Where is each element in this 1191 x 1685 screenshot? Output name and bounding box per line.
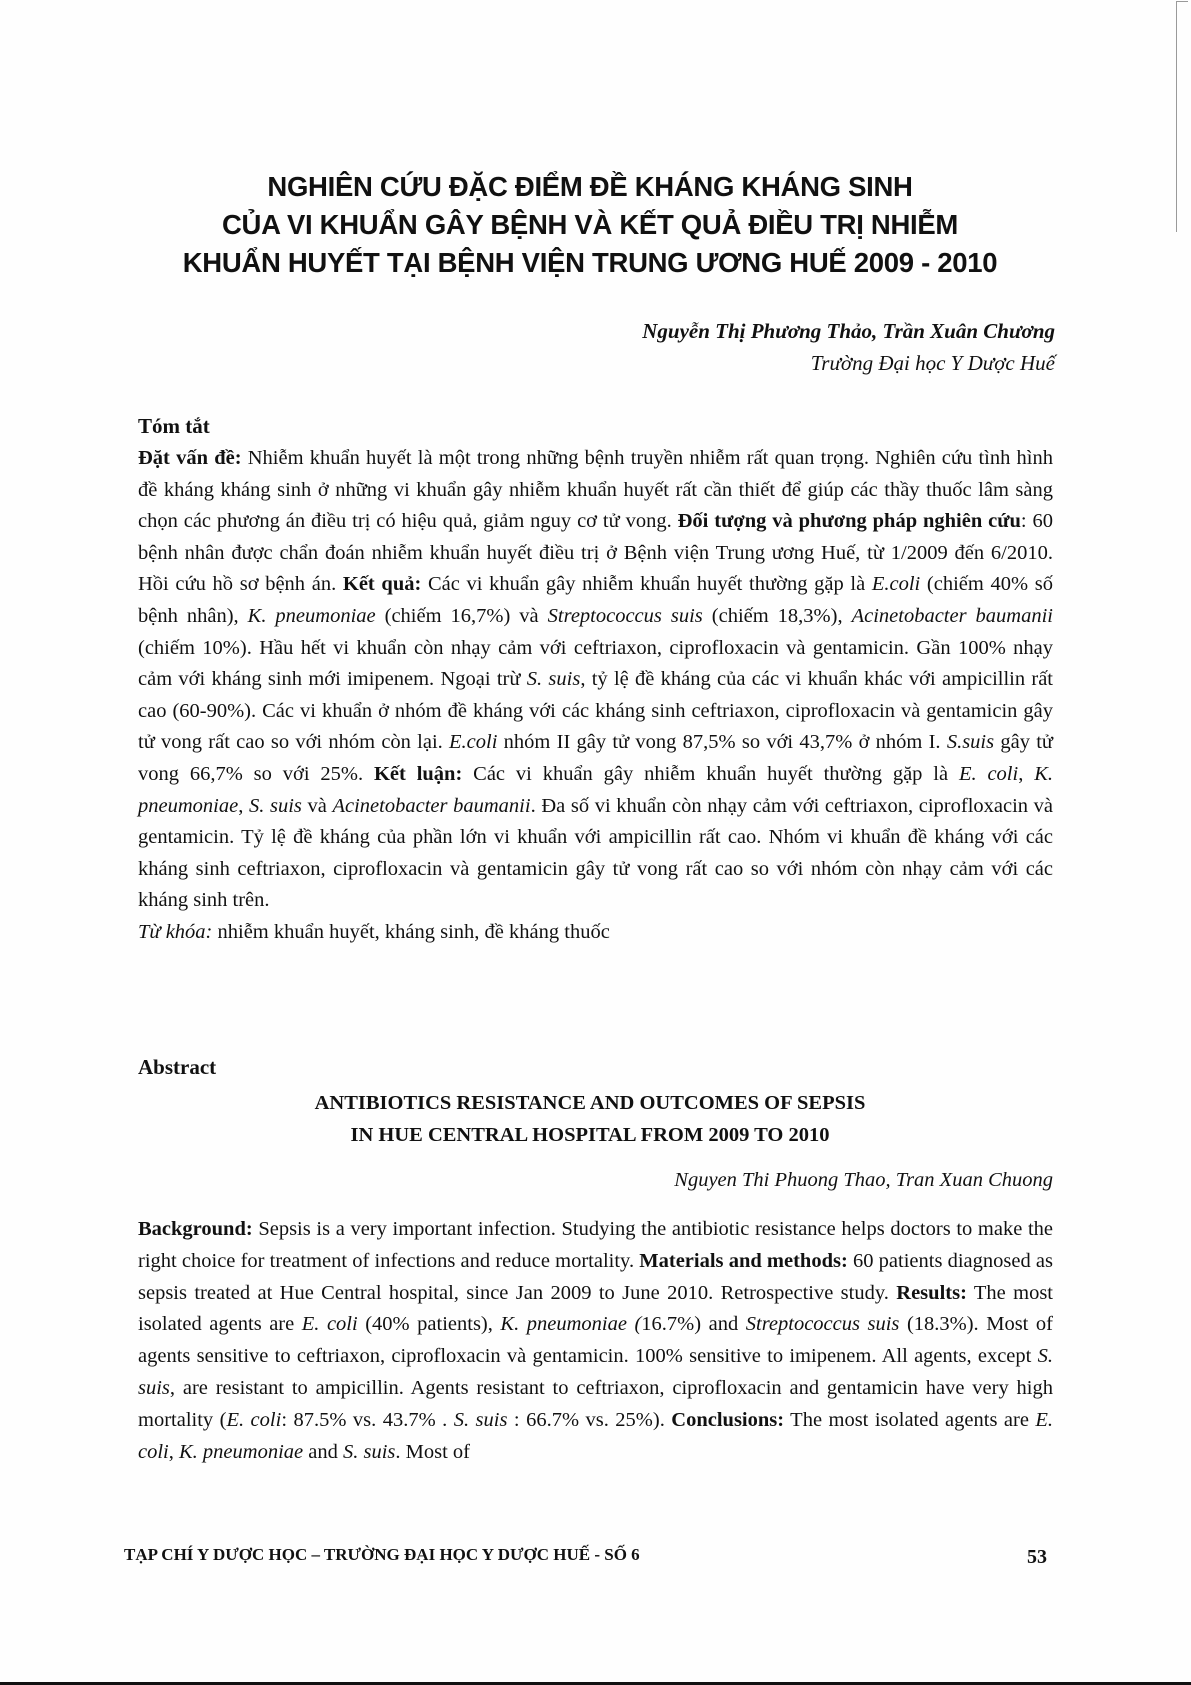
abstract-body-en [138, 1214, 1053, 1468]
abstract-paragraph: Background: Sepsis is a very important infection. Studying the antibiotic resistance helps doctors to make the right choice for treatment of infections and reduce mortality. Materials and methods: 60 patients diagnosed as sepsis treated at Hue Central hospital, since Jan 2009 to June 2010. Retrospective study. Results: The most isolated agents are E. coli (40% patients), K. pneumoniae (16.7%) and Streptococcus suis (18.3%). Most of agents sensitive to ceftriaxon, ciprofloxacin và gentamicin. 100% sensitive to imipenem. All agents, except S. suis, are resistant to ampicillin. Agents resistant to ceftriaxon, ciprofloxacin and gentamicin have very high mortality (E. coli: 87.5% vs. 43.7% . S. suis : 66.7% vs. 25%). Conclusions: The most isolated agents are E. coli, K. pneumoniae and S. suis. Most of [138, 1218, 1054, 1463]
abstract-heading: Abstract [138, 1055, 217, 1079]
title-en-line-1: ANTIBIOTICS RESISTANCE AND OUTCOMES OF SEPSIS [314, 1092, 866, 1114]
title-line-3: KHUẨN HUYẾT TẠI BỆNH VIỆN TRUNG ƯƠNG HUẾ 2009 - 2010 [182, 247, 998, 278]
label-results: Kết quả: [342, 573, 422, 596]
title-line-1: NGHIÊN CỨU ĐẶC ĐIỂM ĐỀ KHÁNG KHÁNG SINH [267, 171, 913, 202]
article-title-vn [120, 168, 1060, 282]
authors-vn: Nguyễn Thị Phương Thảo, Trần Xuân Chương [642, 319, 1055, 343]
scan-edge-mark [1176, 1, 1188, 2]
page-number: 53 [1027, 1546, 1047, 1568]
label-methods: Đối tượng và phương pháp nghiên cứu [677, 510, 1021, 533]
title-line-2: CỦA VI KHUẨN GÂY BỆNH VÀ KẾT QUẢ ĐIỀU TRỊ NHIỄM [221, 209, 959, 240]
affiliation-vn: Trường Đại học Y Dược Huế [810, 351, 1055, 375]
summary-body-vn [138, 443, 1053, 949]
label-background: Đặt vấn đề: [138, 447, 242, 469]
keywords-label: Từ khóa: [138, 920, 213, 943]
article-title-en [120, 1087, 1060, 1151]
summary-paragraph: Đặt vấn đề: Nhiễm khuẩn huyết là một trong những bệnh truyền nhiễm rất quan trọng. Nghiên cứu tình hình đề kháng kháng sinh ở những vi khuẩn gây nhiễm khuẩn huyết rất cần thiết để giúp các thầy thuốc lâm sàng chọn các phương án điều trị có hiệu quả, giảm nguy cơ tử vong. Đối tượng và phương pháp nghiên cứu: 60 bệnh nhân được chẩn đoán nhiễm khuẩn huyết điều trị ở Bệnh viện Trung ương Huế, từ 1/2009 đến 6/2010. Hồi cứu hồ sơ bệnh án. Kết quả: Các vi khuẩn gây nhiễm khuẩn huyết thường gặp là E.coli (chiếm 40% số bệnh nhân), K. pneumoniae (chiếm 16,7%) và Streptococcus suis (chiếm 18,3%), Acinetobacter baumanii (chiếm 10%). Hầu hết vi khuẩn còn nhạy cảm với ceftriaxon, ciprofloxacin và gentamicin. Gần 100% nhạy cảm với kháng sinh mới imipenem. Ngoại trừ S. suis, tỷ lệ đề kháng của các vi khuẩn khác với ampicillin rất cao (60-90%). Các vi khuẩn ở nhóm đề kháng với các kháng sinh ceftriaxon, ciprofloxacin và gentamicin gây tử vong rất cao so với nhóm còn lại. E.coli nhóm II gây tử vong 87,5% so với 43,7% ở nhóm I. S.suis gây tử vong 66,7% so với 25%. Kết luận: Các vi khuẩn gây nhiễm khuẩn huyết thường gặp là E. coli, K. pneumoniae, S. suis và Acinetobacter baumanii. Đa số vi khuẩn còn nhạy cảm với ceftriaxon, ciprofloxacin và gentamicin. Tỷ lệ đề kháng của phần lớn vi khuẩn với ampicillin rất cao. Nhóm vi khuẩn đề kháng với các kháng sinh ceftriaxon, ciprofloxacin và gentamicin gây tử vong rất cao so với nhóm còn nhạy cảm với các kháng sinh trên. [138, 447, 1054, 912]
scan-edge-line [1176, 2, 1177, 232]
authors-en: Nguyen Thi Phuong Thao, Tran Xuan Chuong [674, 1169, 1053, 1191]
keywords: Từ khóa: nhiễm khuẩn huyết, kháng sinh, đề kháng thuốc [138, 920, 610, 943]
journal-footer: TẠP CHÍ Y DƯỢC HỌC – TRƯỜNG ĐẠI HỌC Y DƯỢC HUẾ - SỐ 6 [124, 1545, 640, 1564]
label-conclusion: Kết luận: [373, 762, 463, 785]
summary-heading: Tóm tắt [138, 414, 210, 438]
title-en-line-2: IN HUE CENTRAL HOSPITAL FROM 2009 TO 2010 [350, 1124, 830, 1146]
